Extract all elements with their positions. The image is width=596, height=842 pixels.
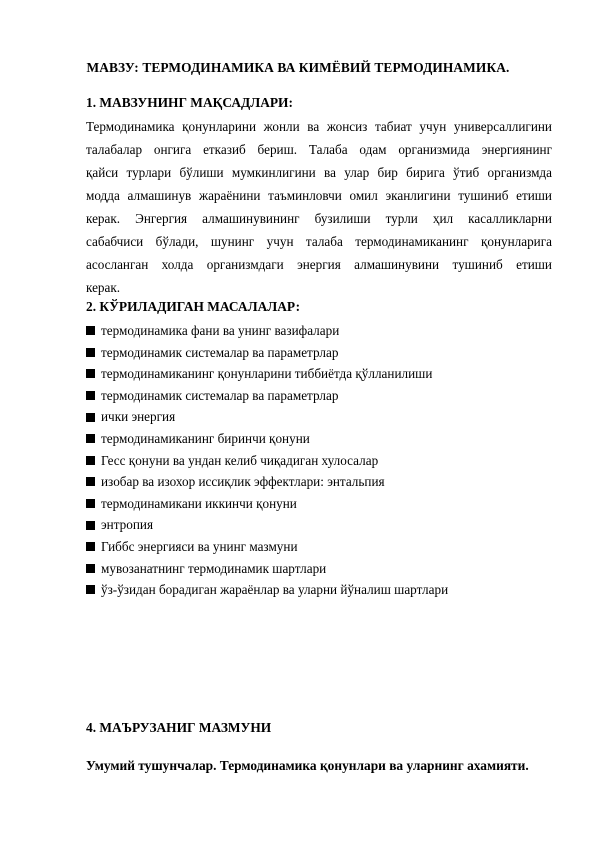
section-1-heading: 1. МАВЗУНИНГ МАҚСАДЛАРИ: bbox=[86, 95, 293, 110]
square-bullet-icon bbox=[86, 564, 95, 573]
paragraph-line: талабалар онгига етказиб бериш. Талаба одам организмида энергиянинг bbox=[86, 142, 552, 157]
paragraph-line: асосланган холда организмдаги энергия алмашинувини тушиниб етиши bbox=[86, 257, 552, 272]
list-item: термодинамик системалар ва параметрлар bbox=[86, 385, 448, 407]
list-item: термодинамиканинг биринчи қонуни bbox=[86, 428, 448, 450]
paragraph-line: керак. Энгергия алмашинувининг бузилиши турли ҳил касалликларни bbox=[86, 211, 552, 226]
square-bullet-icon bbox=[86, 391, 95, 400]
square-bullet-icon bbox=[86, 348, 95, 357]
paragraph-line: керак. bbox=[86, 280, 121, 295]
square-bullet-icon bbox=[86, 369, 95, 378]
square-bullet-icon bbox=[86, 477, 95, 486]
paragraph-line: сабабчиси бўлади, шунинг учун талаба термодинамиканинг қонунларига bbox=[86, 234, 552, 249]
section-1-paragraph bbox=[86, 115, 552, 299]
list-item: термодинамика фани ва унинг вазифалари bbox=[86, 320, 448, 342]
paragraph-line: Термодинамика қонунларини жонли ва жонсиз табиат учун универсаллигини bbox=[86, 119, 552, 134]
square-bullet-icon bbox=[86, 413, 95, 422]
list-item: ўз-ўзидан борадиган жараёнлар ва уларни йўналиш шартлари bbox=[86, 579, 448, 601]
topics-list bbox=[86, 320, 448, 601]
section-4-heading: 4. МАЪРУЗАНИГ МАЗМУНИ bbox=[86, 720, 272, 735]
list-item: ички энергия bbox=[86, 406, 448, 428]
list-item: термодинамик системалар ва параметрлар bbox=[86, 342, 448, 364]
square-bullet-icon bbox=[86, 326, 95, 335]
section-4-subheading: Умумий тушунчалар. Термодинамика қонунлари ва уларнинг ахамияти. bbox=[86, 758, 529, 773]
square-bullet-icon bbox=[86, 585, 95, 594]
list-item: термодинамикани иккинчи қонуни bbox=[86, 493, 448, 515]
paragraph-line: қайси турлари бўлиши мумкинлигини ва улар бир бирига ўтиб организмда bbox=[86, 165, 552, 180]
list-item: термодинамиканинг қонунларини тиббиётда қўлланилиши bbox=[86, 363, 448, 385]
square-bullet-icon bbox=[86, 499, 95, 508]
square-bullet-icon bbox=[86, 521, 95, 530]
list-item: мувозанатнинг термодинамик шартлари bbox=[86, 558, 448, 580]
page-title: МАВЗУ: ТЕРМОДИНАМИКА ВА КИМЁВИЙ ТЕРМОДИНАМИКА. bbox=[86, 60, 510, 75]
paragraph-line: модда алмашинув жараёнини таъминловчи омил эканлигини тушиниб етиши bbox=[86, 188, 552, 203]
list-item: энтропия bbox=[86, 514, 448, 536]
square-bullet-icon bbox=[86, 456, 95, 465]
square-bullet-icon bbox=[86, 542, 95, 551]
square-bullet-icon bbox=[86, 434, 95, 443]
section-2-heading: 2. КЎРИЛАДИГАН МАСАЛАЛАР: bbox=[86, 299, 301, 314]
list-item: Гиббс энергияси ва унинг мазмуни bbox=[86, 536, 448, 558]
list-item: Гесс қонуни ва ундан келиб чиқадиган хулосалар bbox=[86, 450, 448, 472]
list-item: изобар ва изохор иссиқлик эффектлари: энтальпия bbox=[86, 471, 448, 493]
